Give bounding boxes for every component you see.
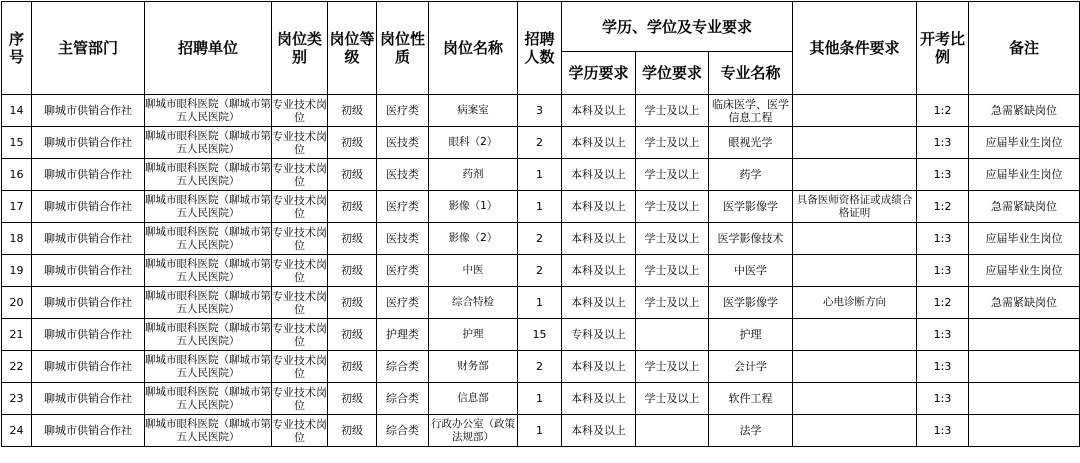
- header-category: 岗位类别: [272, 2, 328, 95]
- cell-education: 本科及以上: [562, 127, 636, 159]
- cell-position: 药剂: [429, 159, 518, 191]
- cell-other: 心电诊断方向: [793, 287, 917, 319]
- cell-ratio: 1:3: [917, 255, 969, 287]
- cell-dept: 聊城市供销合作社: [32, 351, 145, 383]
- table-row: [2, 287, 1080, 319]
- cell-position: 财务部: [429, 351, 518, 383]
- header-nature: 岗位性质: [377, 2, 429, 95]
- cell-dept: 聊城市供销合作社: [32, 127, 145, 159]
- cell-nature: 医疗类: [377, 191, 429, 223]
- cell-degree: 学士及以上: [636, 127, 709, 159]
- cell-position: 眼科（2）: [429, 127, 518, 159]
- cell-unit: 聊城市眼科医院（聊城市第五人民医院）: [145, 351, 272, 383]
- cell-ratio: 1:3: [917, 159, 969, 191]
- cell-level: 初级: [328, 351, 377, 383]
- cell-unit: 聊城市眼科医院（聊城市第五人民医院）: [145, 319, 272, 351]
- cell-count: 1: [518, 415, 562, 447]
- cell-major: 法学: [709, 415, 793, 447]
- cell-count: 2: [518, 223, 562, 255]
- cell-count: 1: [518, 191, 562, 223]
- cell-other: [793, 223, 917, 255]
- cell-nature: 医技类: [377, 223, 429, 255]
- cell-degree: 学士及以上: [636, 159, 709, 191]
- cell-dept: 聊城市供销合作社: [32, 223, 145, 255]
- cell-dept: 聊城市供销合作社: [32, 415, 145, 447]
- cell-category: 专业技术岗位: [272, 287, 328, 319]
- cell-major: 医学影像技术: [709, 223, 793, 255]
- cell-nature: 医技类: [377, 127, 429, 159]
- cell-unit: 聊城市眼科医院（聊城市第五人民医院）: [145, 287, 272, 319]
- cell-position: 影像（1）: [429, 191, 518, 223]
- cell-category: 专业技术岗位: [272, 383, 328, 415]
- header-row-1: [2, 2, 1080, 52]
- cell-degree: 学士及以上: [636, 351, 709, 383]
- cell-degree: 学士及以上: [636, 287, 709, 319]
- cell-remark: 应届毕业生岗位: [969, 127, 1080, 159]
- cell-nature: 综合类: [377, 415, 429, 447]
- cell-other: [793, 127, 917, 159]
- cell-unit: 聊城市眼科医院（聊城市第五人民医院）: [145, 95, 272, 127]
- cell-count: 2: [518, 351, 562, 383]
- cell-ratio: 1:3: [917, 127, 969, 159]
- cell-level: 初级: [328, 319, 377, 351]
- cell-position: 行政办公室（政策法规部）: [429, 415, 518, 447]
- cell-nature: 综合类: [377, 351, 429, 383]
- cell-major: 眼视光学: [709, 127, 793, 159]
- cell-ratio: 1:3: [917, 319, 969, 351]
- header-index: 序号: [2, 2, 32, 95]
- table-row: [2, 255, 1080, 287]
- cell-position: 影像（2）: [429, 223, 518, 255]
- cell-level: 初级: [328, 127, 377, 159]
- cell-major: 软件工程: [709, 383, 793, 415]
- cell-level: 初级: [328, 159, 377, 191]
- cell-degree: 学士及以上: [636, 95, 709, 127]
- header-degree: 学位要求: [636, 52, 709, 95]
- cell-education: 本科及以上: [562, 95, 636, 127]
- cell-category: 专业技术岗位: [272, 415, 328, 447]
- cell-other: [793, 255, 917, 287]
- cell-level: 初级: [328, 383, 377, 415]
- cell-count: 1: [518, 383, 562, 415]
- cell-ratio: 1:2: [917, 287, 969, 319]
- cell-index: 24: [2, 415, 32, 447]
- cell-category: 专业技术岗位: [272, 127, 328, 159]
- recruitment-table: [1, 1, 1080, 447]
- cell-degree: [636, 415, 709, 447]
- cell-dept: 聊城市供销合作社: [32, 383, 145, 415]
- cell-level: 初级: [328, 255, 377, 287]
- cell-index: 19: [2, 255, 32, 287]
- cell-nature: 护理类: [377, 319, 429, 351]
- cell-dept: 聊城市供销合作社: [32, 287, 145, 319]
- cell-other: [793, 159, 917, 191]
- header-remark: 备注: [969, 2, 1080, 95]
- cell-nature: 医疗类: [377, 255, 429, 287]
- cell-category: 专业技术岗位: [272, 255, 328, 287]
- cell-position: 病案室: [429, 95, 518, 127]
- cell-index: 18: [2, 223, 32, 255]
- cell-category: 专业技术岗位: [272, 95, 328, 127]
- cell-index: 23: [2, 383, 32, 415]
- cell-category: 专业技术岗位: [272, 351, 328, 383]
- cell-major: 医学影像学: [709, 287, 793, 319]
- cell-major: 中医学: [709, 255, 793, 287]
- cell-education: 本科及以上: [562, 415, 636, 447]
- cell-remark: 应届毕业生岗位: [969, 255, 1080, 287]
- cell-ratio: 1:3: [917, 223, 969, 255]
- cell-dept: 聊城市供销合作社: [32, 191, 145, 223]
- cell-education: 本科及以上: [562, 255, 636, 287]
- header-education: 学历要求: [562, 52, 636, 95]
- cell-remark: [969, 415, 1080, 447]
- cell-level: 初级: [328, 287, 377, 319]
- cell-unit: 聊城市眼科医院（聊城市第五人民医院）: [145, 191, 272, 223]
- cell-dept: 聊城市供销合作社: [32, 159, 145, 191]
- cell-other: [793, 351, 917, 383]
- cell-index: 20: [2, 287, 32, 319]
- header-dept: 主管部门: [32, 2, 145, 95]
- cell-count: 2: [518, 255, 562, 287]
- cell-count: 3: [518, 95, 562, 127]
- table-row: [2, 159, 1080, 191]
- cell-position: 信息部: [429, 383, 518, 415]
- cell-nature: 综合类: [377, 383, 429, 415]
- cell-count: 2: [518, 127, 562, 159]
- cell-nature: 医疗类: [377, 95, 429, 127]
- cell-education: 本科及以上: [562, 223, 636, 255]
- table-row: [2, 191, 1080, 223]
- table-row: [2, 383, 1080, 415]
- cell-unit: 聊城市眼科医院（聊城市第五人民医院）: [145, 223, 272, 255]
- cell-unit: 聊城市眼科医院（聊城市第五人民医院）: [145, 255, 272, 287]
- cell-remark: 应届毕业生岗位: [969, 223, 1080, 255]
- cell-position: 护理: [429, 319, 518, 351]
- cell-ratio: 1:3: [917, 415, 969, 447]
- cell-degree: [636, 319, 709, 351]
- cell-remark: 应届毕业生岗位: [969, 159, 1080, 191]
- cell-remark: [969, 319, 1080, 351]
- table-row: [2, 319, 1080, 351]
- table-row: [2, 415, 1080, 447]
- cell-education: 本科及以上: [562, 287, 636, 319]
- cell-dept: 聊城市供销合作社: [32, 319, 145, 351]
- cell-level: 初级: [328, 95, 377, 127]
- cell-remark: [969, 383, 1080, 415]
- cell-position: 综合特检: [429, 287, 518, 319]
- cell-index: 17: [2, 191, 32, 223]
- cell-unit: 聊城市眼科医院（聊城市第五人民医院）: [145, 159, 272, 191]
- cell-degree: 学士及以上: [636, 255, 709, 287]
- cell-level: 初级: [328, 191, 377, 223]
- cell-ratio: 1:2: [917, 191, 969, 223]
- cell-ratio: 1:3: [917, 351, 969, 383]
- table-row: [2, 351, 1080, 383]
- header-ratio: 开考比例: [917, 2, 969, 95]
- cell-degree: 学士及以上: [636, 383, 709, 415]
- cell-education: 本科及以上: [562, 159, 636, 191]
- cell-remark: 急需紧缺岗位: [969, 95, 1080, 127]
- cell-major: 会计学: [709, 351, 793, 383]
- cell-position: 中医: [429, 255, 518, 287]
- cell-level: 初级: [328, 415, 377, 447]
- cell-other: [793, 95, 917, 127]
- cell-category: 专业技术岗位: [272, 191, 328, 223]
- cell-unit: 聊城市眼科医院（聊城市第五人民医院）: [145, 383, 272, 415]
- cell-index: 21: [2, 319, 32, 351]
- header-level: 岗位等级: [328, 2, 377, 95]
- cell-education: 专科及以上: [562, 319, 636, 351]
- cell-count: 1: [518, 159, 562, 191]
- cell-other: [793, 383, 917, 415]
- cell-major: 护理: [709, 319, 793, 351]
- table-body: [2, 95, 1080, 447]
- header-unit: 招聘单位: [145, 2, 272, 95]
- header-edu-group: 学历、学位及专业要求: [562, 2, 793, 52]
- table-row: [2, 223, 1080, 255]
- cell-other: [793, 415, 917, 447]
- cell-other: 具备医师资格证或成绩合格证明: [793, 191, 917, 223]
- cell-education: 本科及以上: [562, 351, 636, 383]
- header-major: 专业名称: [709, 52, 793, 95]
- cell-education: 本科及以上: [562, 191, 636, 223]
- cell-count: 15: [518, 319, 562, 351]
- cell-category: 专业技术岗位: [272, 223, 328, 255]
- cell-remark: 急需紧缺岗位: [969, 191, 1080, 223]
- cell-degree: 学士及以上: [636, 223, 709, 255]
- cell-other: [793, 319, 917, 351]
- cell-dept: 聊城市供销合作社: [32, 95, 145, 127]
- cell-major: 医学影像学: [709, 191, 793, 223]
- cell-category: 专业技术岗位: [272, 319, 328, 351]
- cell-category: 专业技术岗位: [272, 159, 328, 191]
- cell-unit: 聊城市眼科医院（聊城市第五人民医院）: [145, 127, 272, 159]
- cell-level: 初级: [328, 223, 377, 255]
- cell-dept: 聊城市供销合作社: [32, 255, 145, 287]
- cell-nature: 医技类: [377, 159, 429, 191]
- table-row: [2, 127, 1080, 159]
- header-other: 其他条件要求: [793, 2, 917, 95]
- cell-degree: 学士及以上: [636, 191, 709, 223]
- cell-index: 16: [2, 159, 32, 191]
- cell-index: 14: [2, 95, 32, 127]
- cell-index: 15: [2, 127, 32, 159]
- cell-ratio: 1:2: [917, 95, 969, 127]
- header-position: 岗位名称: [429, 2, 518, 95]
- cell-count: 1: [518, 287, 562, 319]
- table-row: [2, 95, 1080, 127]
- cell-remark: 急需紧缺岗位: [969, 287, 1080, 319]
- cell-major: 药学: [709, 159, 793, 191]
- cell-ratio: 1:3: [917, 383, 969, 415]
- cell-education: 本科及以上: [562, 383, 636, 415]
- header-count: 招聘人数: [518, 2, 562, 95]
- cell-remark: [969, 351, 1080, 383]
- cell-index: 22: [2, 351, 32, 383]
- cell-major: 临床医学、医学信息工程: [709, 95, 793, 127]
- cell-nature: 医疗类: [377, 287, 429, 319]
- cell-unit: 聊城市眼科医院（聊城市第五人民医院）: [145, 415, 272, 447]
